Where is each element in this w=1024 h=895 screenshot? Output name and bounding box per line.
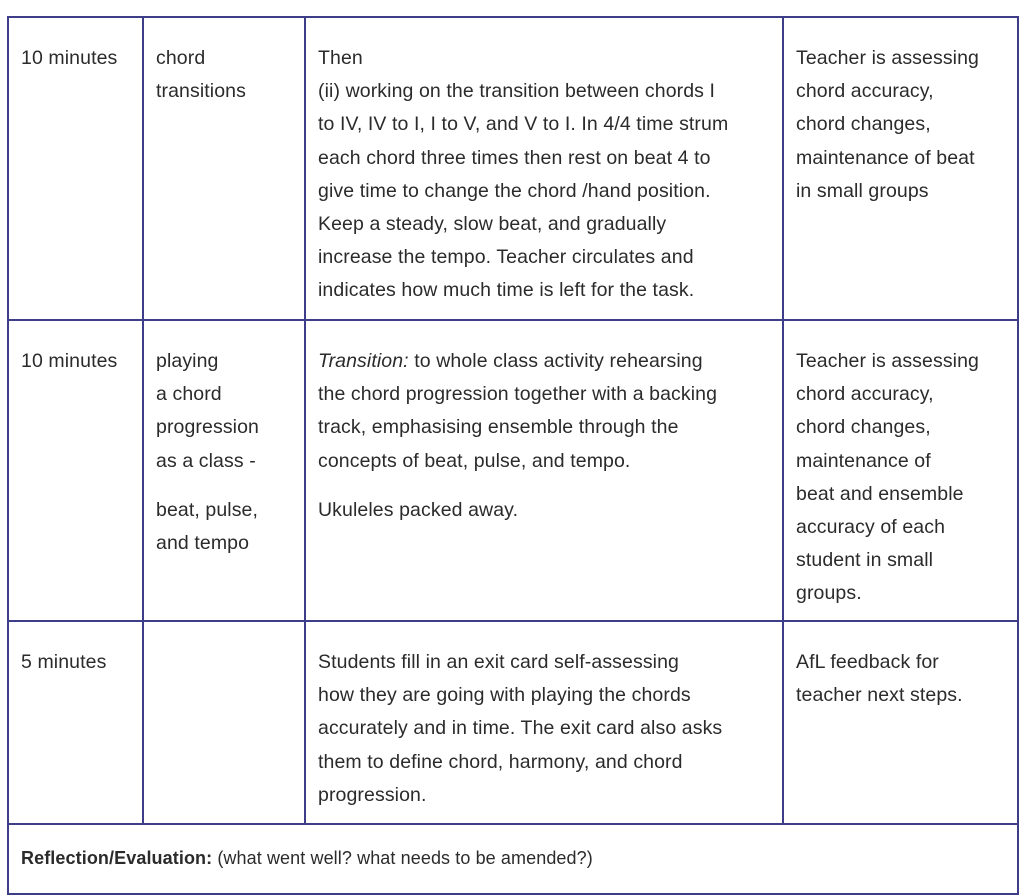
lesson-plan-table xyxy=(7,16,1019,895)
assessment-line: Teacher is assessing xyxy=(796,350,980,372)
focus-line: a chord xyxy=(156,383,222,406)
focus-line: as a class - xyxy=(156,449,256,472)
reflection-row xyxy=(8,824,1018,894)
activity-first-text: to whole class activity rehearsing xyxy=(408,350,703,372)
time-text: 5 minutes xyxy=(21,651,107,673)
focus-line: chord xyxy=(156,47,206,69)
activity-cell xyxy=(305,320,783,621)
activity-line: (ii) working on the transition between chords I xyxy=(318,80,716,103)
activity-line xyxy=(318,345,770,378)
activity-cell xyxy=(305,17,783,320)
time-cell xyxy=(8,320,143,621)
assessment-line: chord changes, xyxy=(796,416,931,439)
assessment-line: maintenance of xyxy=(796,449,931,472)
activity-line: Then xyxy=(318,47,363,69)
assessment-line: Teacher is assessing xyxy=(796,47,980,69)
activity-line: each chord three times then rest on beat 4 to xyxy=(318,146,711,169)
activity-line: the chord progression together with a backing xyxy=(318,383,718,406)
paragraph-gap xyxy=(318,478,770,494)
activity-line: give time to change the chord /hand position. xyxy=(318,179,711,202)
activity-line: track, emphasising ensemble through the xyxy=(318,416,679,439)
activity-line: progression. xyxy=(318,783,427,806)
assessment-line: chord accuracy, xyxy=(796,383,934,406)
assessment-line: maintenance of beat xyxy=(796,146,975,169)
activity-line: concepts of beat, pulse, and tempo. xyxy=(318,449,631,472)
assessment-cell xyxy=(783,17,1018,320)
assessment-line: beat and ensemble xyxy=(796,482,964,505)
activity-line: increase the tempo. Teacher circulates and xyxy=(318,246,694,269)
reflection-text: (what went well? what needs to be amended?) xyxy=(212,848,593,869)
table-row xyxy=(8,320,1018,621)
reflection-cell xyxy=(8,824,1018,894)
time-text: 10 minutes xyxy=(21,47,118,69)
focus-line: beat, pulse, xyxy=(156,498,259,521)
activity-line: how they are going with playing the chords xyxy=(318,684,691,707)
time-text: 10 minutes xyxy=(21,350,118,372)
focus-cell xyxy=(143,621,305,824)
transition-label: Transition: xyxy=(318,350,409,372)
table-row xyxy=(8,621,1018,824)
focus-cell xyxy=(143,320,305,621)
activity-line: Students fill in an exit card self-assessing xyxy=(318,651,679,673)
activity-line: them to define chord, harmony, and chord xyxy=(318,750,683,773)
focus-line: progression xyxy=(156,416,259,439)
focus-line: and tempo xyxy=(156,532,250,555)
activity-note: Ukuleles packed away. xyxy=(318,498,519,521)
activity-line: indicates how much time is left for the task. xyxy=(318,279,695,302)
paragraph-gap xyxy=(156,478,292,494)
activity-line: to IV, IV to I, I to V, and V to I. In 4/4 time strum xyxy=(318,113,729,136)
focus-cell xyxy=(143,17,305,320)
time-cell xyxy=(8,17,143,320)
assessment-line: chord changes, xyxy=(796,113,931,136)
assessment-cell xyxy=(783,320,1018,621)
focus-line: playing xyxy=(156,350,219,372)
assessment-line: student in small xyxy=(796,549,934,572)
reflection-label: Reflection/Evaluation: xyxy=(21,848,213,869)
table-row xyxy=(8,17,1018,320)
assessment-line: in small groups xyxy=(796,179,929,202)
assessment-line: accuracy of each xyxy=(796,516,946,539)
activity-cell xyxy=(305,621,783,824)
focus-line: transitions xyxy=(156,80,246,103)
activity-line: Keep a steady, slow beat, and gradually xyxy=(318,213,667,236)
assessment-line: groups. xyxy=(796,582,862,605)
activity-line: accurately and in time. The exit card also asks xyxy=(318,717,723,740)
assessment-cell xyxy=(783,621,1018,824)
assessment-line: AfL feedback for xyxy=(796,651,939,673)
assessment-line: teacher next steps. xyxy=(796,684,963,707)
assessment-line: chord accuracy, xyxy=(796,80,934,103)
time-cell xyxy=(8,621,143,824)
